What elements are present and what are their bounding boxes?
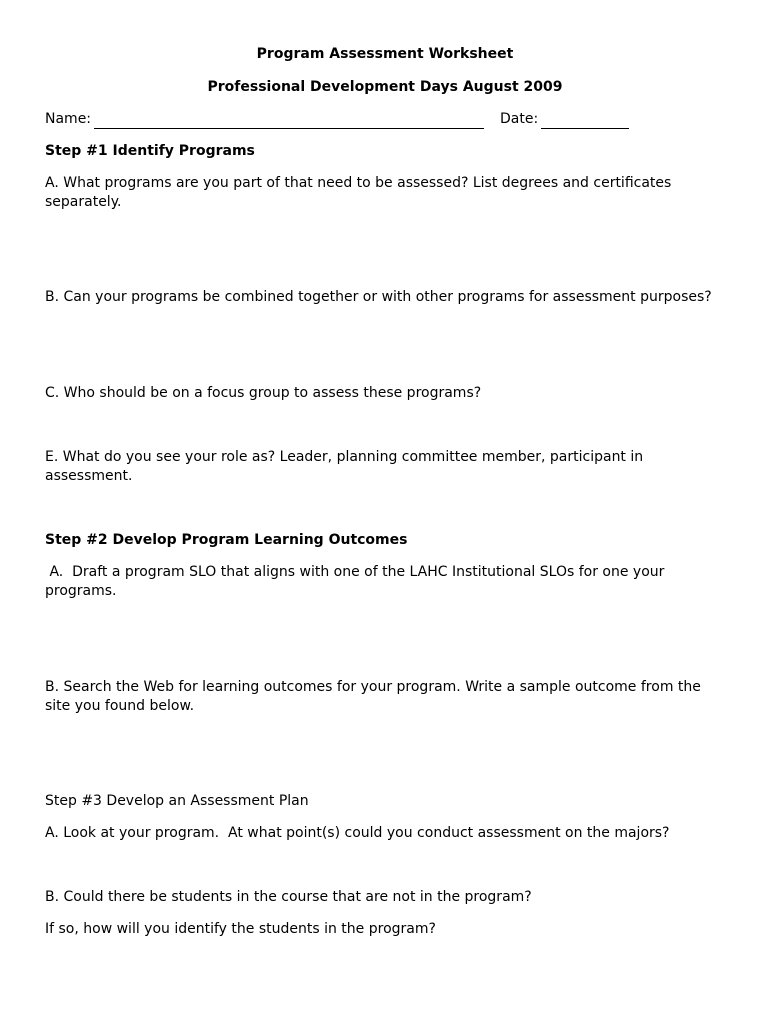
name-label: Name: [45, 111, 92, 127]
step2-question-a: A. Draft a program SLO that aligns with one of the LAHC Institutional SLOs for one your programs. [45, 564, 669, 599]
step3-question-a: A. Look at your program. At what point(s) could you conduct assessment on the majors? [45, 825, 670, 841]
name-blank-line[interactable] [94, 113, 484, 129]
step1-heading: Step #1 Identify Programs [45, 143, 255, 159]
step1-question-b: B. Can your programs be combined together or with other programs for assessment purposes? [45, 289, 712, 305]
step2-question-b: B. Search the Web for learning outcomes for your program. Write a sample outcome from the site you found below. [45, 679, 701, 714]
worksheet-title: Program Assessment Worksheet [256, 46, 514, 62]
name-date-row [45, 110, 725, 129]
step2-heading: Step #2 Develop Program Learning Outcomes [45, 532, 408, 548]
worksheet-subtitle: Professional Development Days August 2009 [207, 79, 563, 95]
step3-question-b: B. Could there be students in the course that are not in the program? [45, 889, 532, 905]
step1-question-a: A. What programs are you part of that need to be assessed? List degrees and certificates separately. [45, 175, 672, 210]
step3-question-b-followup: If so, how will you identify the students in the program? [45, 921, 436, 937]
step1-question-c: C. Who should be on a focus group to assess these programs? [45, 385, 482, 401]
step3-heading: Step #3 Develop an Assessment Plan [45, 793, 309, 809]
date-label: Date: [500, 111, 539, 127]
date-blank-line[interactable] [541, 113, 629, 129]
step1-question-e: E. What do you see your role as? Leader, planning committee member, participant in assessment. [45, 449, 644, 484]
